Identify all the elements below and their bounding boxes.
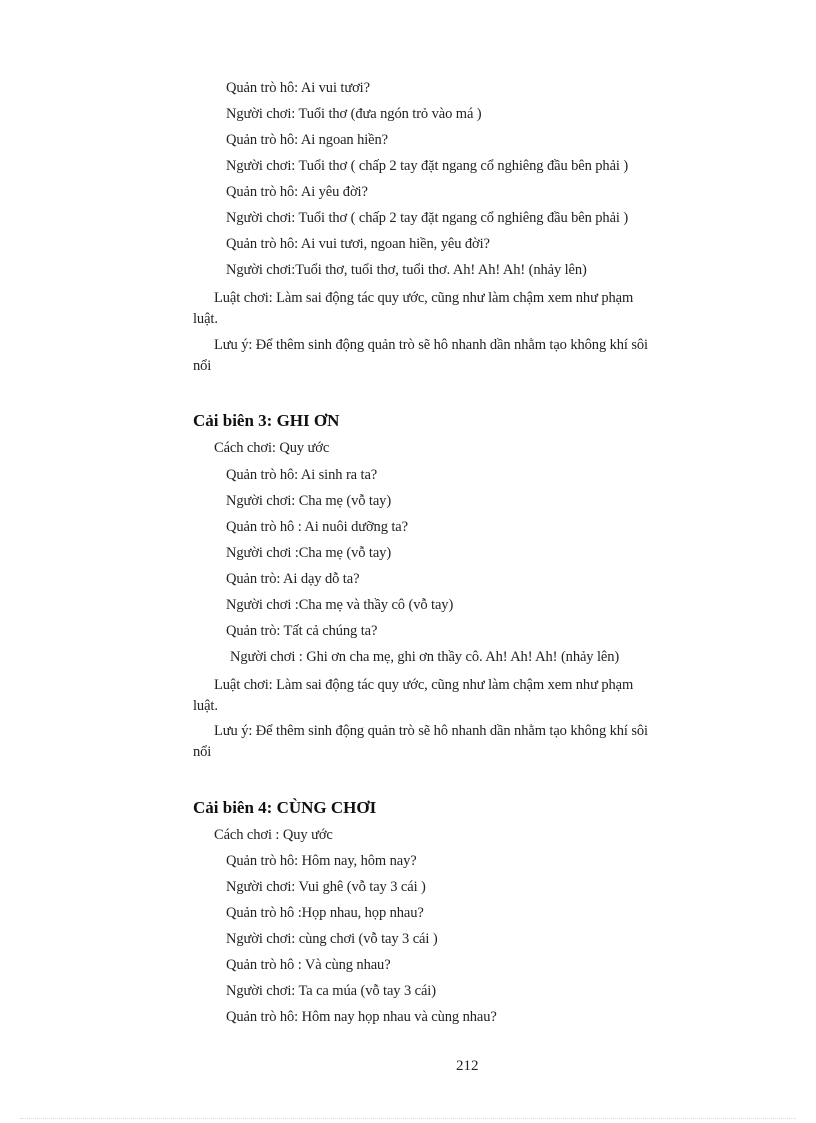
dialogue-line: Người chơi: Cha mẹ (vỗ tay) bbox=[226, 493, 392, 509]
dialogue-line: Quản trò hô: Ai sinh ra ta? bbox=[226, 467, 378, 483]
dialogue-line: Người chơi: Tuổi thơ ( chấp 2 tay đặt ngang cổ nghiêng đầu bên phải ) bbox=[226, 210, 629, 226]
page-bottom-divider bbox=[20, 1118, 796, 1119]
dialogue-line: Người chơi :Cha mẹ và thầy cô (vỗ tay) bbox=[226, 597, 454, 613]
dialogue-line: Người chơi: Vui ghê (vỗ tay 3 cái ) bbox=[226, 879, 426, 895]
dialogue-line: Quản trò hô: Ai vui tươi? bbox=[226, 80, 370, 96]
dialogue-line: Quản trò hô: Hôm nay họp nhau và cùng nhau? bbox=[226, 1009, 497, 1025]
dialogue-line: Người chơi: Ta ca múa (vỗ tay 3 cái) bbox=[226, 983, 436, 999]
instruction-line: Cách chơi: Quy ước bbox=[214, 440, 330, 456]
section-heading-3: Cải biên 3: GHI ƠN bbox=[193, 411, 340, 430]
dialogue-line: Quản trò hô : Ai nuôi dưỡng ta? bbox=[226, 519, 408, 535]
dialogue-line: Người chơi : Ghi ơn cha mẹ, ghi ơn thầy cô. Ah! Ah! Ah! (nhảy lên) bbox=[230, 649, 620, 665]
dialogue-line: Người chơi:Tuổi thơ, tuổi thơ, tuổi thơ. Ah! Ah! Ah! (nhảy lên) bbox=[226, 262, 587, 278]
dialogue-line: Quản trò hô :Họp nhau, họp nhau? bbox=[226, 905, 424, 921]
dialogue-line: Quản trò: Tất cả chúng ta? bbox=[226, 623, 378, 639]
note-line: Lưu ý: Để thêm sinh động quản trò sẽ hô nhanh dần nhằm tạo không khí sôi bbox=[214, 723, 648, 739]
dialogue-line: Người chơi: cùng chơi (vỗ tay 3 cái ) bbox=[226, 931, 438, 947]
dialogue-line: Người chơi: Tuổi thơ ( chấp 2 tay đặt ngang cổ nghiêng đầu bên phải ) bbox=[226, 158, 629, 174]
dialogue-line: Quản trò hô: Ai ngoan hiền? bbox=[226, 132, 389, 148]
rule-line-continuation: luật. bbox=[193, 698, 218, 714]
dialogue-line: Quản trò hô: Ai yêu đời? bbox=[226, 184, 368, 200]
rule-line: Luật chơi: Làm sai động tác quy ước, cũng như làm chậm xem như phạm bbox=[214, 677, 634, 693]
section-heading-4: Cải biên 4: CÙNG CHƠI bbox=[193, 798, 377, 817]
dialogue-line: Người chơi :Cha mẹ (vỗ tay) bbox=[226, 545, 392, 561]
dialogue-line: Người chơi: Tuổi thơ (đưa ngón trỏ vào má ) bbox=[226, 106, 482, 122]
page-number: 212 bbox=[456, 1058, 479, 1074]
dialogue-line: Quản trò: Ai dạy dỗ ta? bbox=[226, 571, 360, 587]
rule-line: Luật chơi: Làm sai động tác quy ước, cũng như làm chậm xem như phạm bbox=[214, 290, 634, 306]
instruction-line: Cách chơi : Quy ước bbox=[214, 827, 333, 843]
rule-line-continuation: luật. bbox=[193, 311, 218, 327]
dialogue-line: Quản trò hô: Ai vui tươi, ngoan hiền, yêu đời? bbox=[226, 236, 490, 252]
note-line-continuation: nổi bbox=[193, 744, 212, 760]
note-line-continuation: nổi bbox=[193, 358, 212, 374]
dialogue-line: Quản trò hô: Hôm nay, hôm nay? bbox=[226, 853, 417, 869]
dialogue-line: Quản trò hô : Và cùng nhau? bbox=[226, 957, 391, 973]
note-line: Lưu ý: Để thêm sinh động quản trò sẽ hô nhanh dần nhằm tạo không khí sôi bbox=[214, 337, 648, 353]
